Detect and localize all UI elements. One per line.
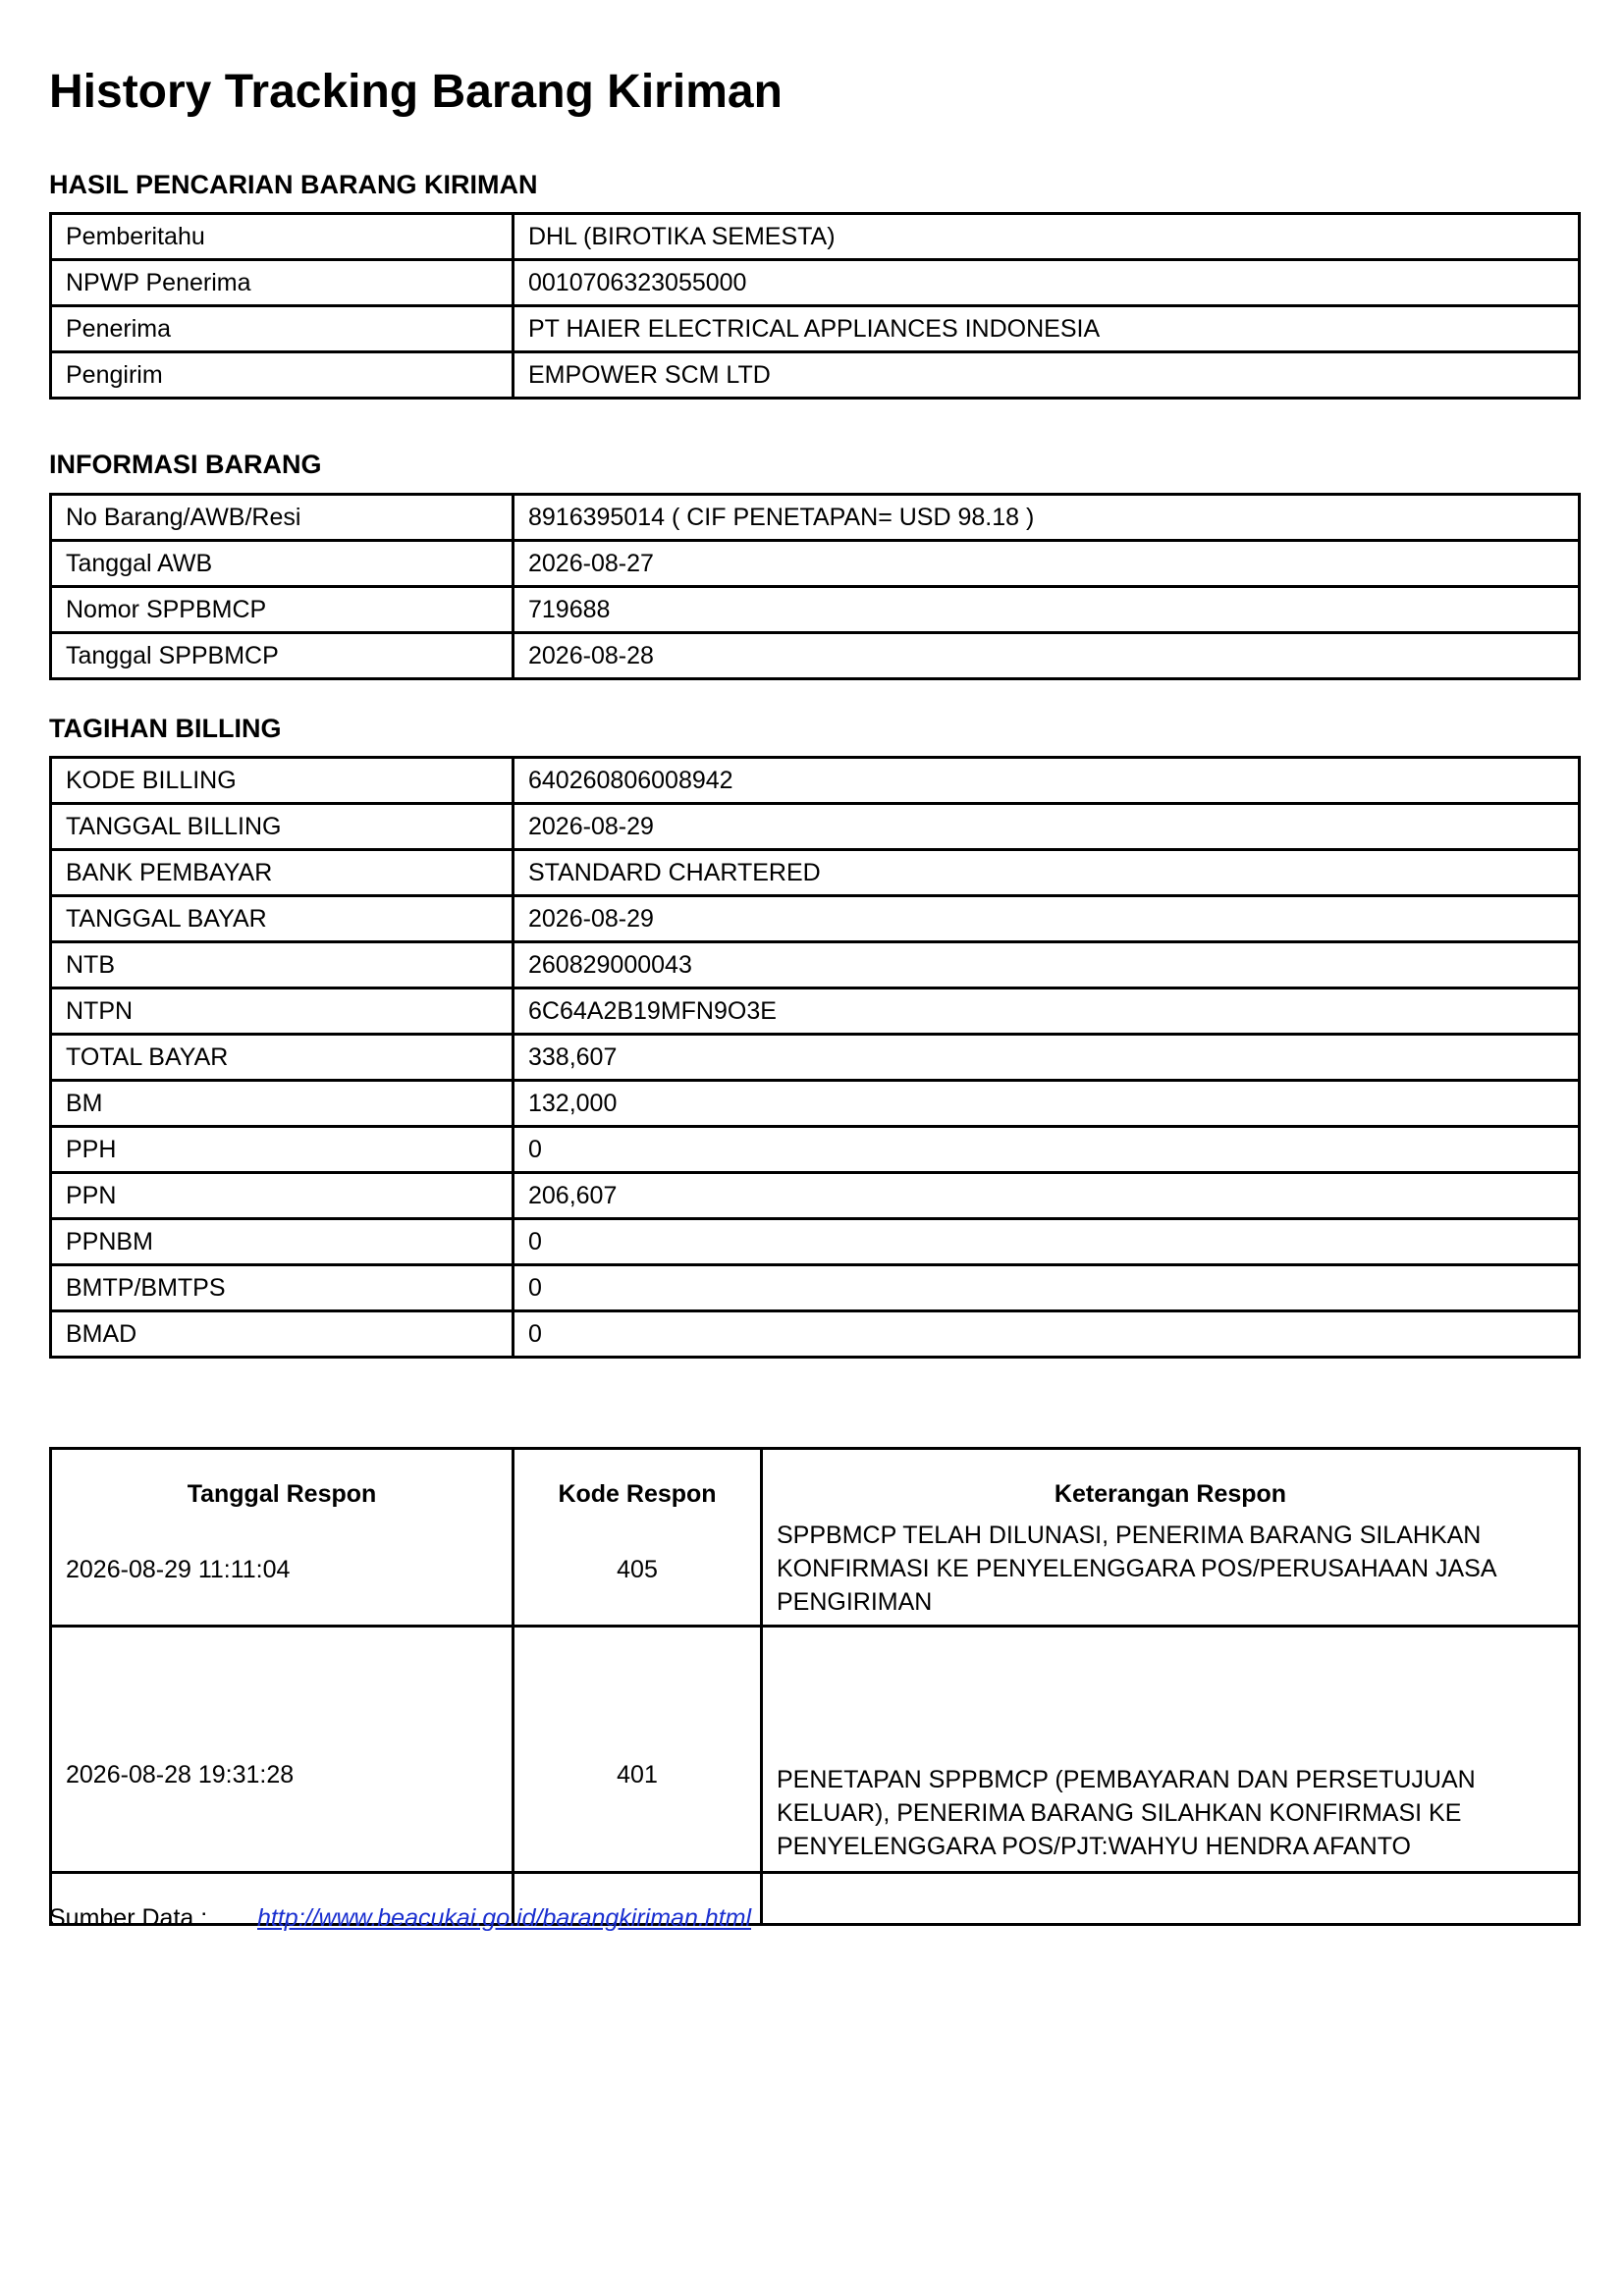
tagihan-value: 206,607 [514,1173,1580,1219]
informasi-label: No Barang/AWB/Resi [51,495,514,541]
tagihan-label: KODE BILLING [51,758,514,804]
respon-tanggal: 2026-08-28 19:31:28 [51,1627,514,1873]
tagihan-label: PPH [51,1127,514,1173]
respon-tanggal: 2026-08-29 11:11:04 [51,1515,514,1627]
tagihan-heading: TAGIHAN BILLING [49,714,282,743]
tagihan-value: 0 [514,1311,1580,1358]
tagihan-label: BMAD [51,1311,514,1358]
tagihan-table [49,756,1581,1359]
tagihan-label: PPNBM [51,1219,514,1265]
table-row [51,1173,1580,1219]
tagihan-value: 132,000 [514,1081,1580,1127]
tagihan-label: BM [51,1081,514,1127]
hasil-label: Pemberitahu [51,214,514,260]
respon-keterangan: SPPBMCP TELAH DILUNASI, PENERIMA BARANG SILAHKAN KONFIRMASI KE PENYELENGGARA POS/PERUSAHAAN JASA PENGIRIMAN [777,1522,1496,1616]
empty-cell [762,1873,1580,1925]
informasi-label: Tanggal AWB [51,541,514,587]
source-link[interactable]: http://www.beacukai.go.id/barangkiriman.html [257,1904,752,1932]
tagihan-value: 6C64A2B19MFN9O3E [514,988,1580,1035]
informasi-heading: INFORMASI BARANG [49,450,322,479]
header-tanggal-respon: Tanggal Respon [51,1449,514,1516]
table-row [51,587,1580,633]
tagihan-label: BMTP/BMTPS [51,1265,514,1311]
table-row [51,495,1580,541]
table-row [51,850,1580,896]
table-row [51,804,1580,850]
page-title: History Tracking Barang Kiriman [49,66,783,118]
tagihan-value: STANDARD CHARTERED [514,850,1580,896]
tagihan-label: BANK PEMBAYAR [51,850,514,896]
source-label: Sumber Data : [49,1904,208,1932]
informasi-value: 2026-08-28 [514,633,1580,679]
hasil-value: DHL (BIROTIKA SEMESTA) [514,214,1580,260]
hasil-table [49,212,1581,400]
tagihan-label: TANGGAL BILLING [51,804,514,850]
header-kode-respon: Kode Respon [514,1449,762,1516]
hasil-label: Penerima [51,306,514,352]
table-row [51,988,1580,1035]
tagihan-value: 0 [514,1127,1580,1173]
hasil-label: NPWP Penerima [51,260,514,306]
hasil-value: PT HAIER ELECTRICAL APPLIANCES INDONESIA [514,306,1580,352]
respon-kode: 405 [514,1515,762,1627]
table-row [51,1627,1580,1873]
respon-kode: 401 [514,1627,762,1873]
tagihan-value: 0 [514,1219,1580,1265]
respon-keterangan-cell [762,1515,1580,1627]
hasil-value: 0010706323055000 [514,260,1580,306]
respon-table [49,1447,1581,1926]
informasi-value: 8916395014 ( CIF PENETAPAN= USD 98.18 ) [514,495,1580,541]
hasil-value: EMPOWER SCM LTD [514,352,1580,399]
table-row [51,758,1580,804]
informasi-label: Tanggal SPPBMCP [51,633,514,679]
informasi-table [49,493,1581,680]
table-row [51,214,1580,260]
table-row [51,1515,1580,1627]
tagihan-value: 2026-08-29 [514,896,1580,942]
tagihan-value: 640260806008942 [514,758,1580,804]
hasil-label: Pengirim [51,352,514,399]
respon-header-row [51,1449,1580,1516]
table-row [51,352,1580,399]
table-row [51,896,1580,942]
informasi-value: 2026-08-27 [514,541,1580,587]
table-row [51,1219,1580,1265]
tagihan-label: TANGGAL BAYAR [51,896,514,942]
table-row [51,306,1580,352]
table-row [51,541,1580,587]
hasil-heading: HASIL PENCARIAN BARANG KIRIMAN [49,170,538,199]
tagihan-label: NTB [51,942,514,988]
table-row [51,1127,1580,1173]
tagihan-value: 338,607 [514,1035,1580,1081]
informasi-value: 719688 [514,587,1580,633]
tagihan-label: NTPN [51,988,514,1035]
header-keterangan-respon: Keterangan Respon [762,1449,1580,1516]
respon-keterangan: PENETAPAN SPPBMCP (PEMBAYARAN DAN PERSETUJUAN KELUAR), PENERIMA BARANG SILAHKAN KONFIRMASI KE PENYELENGGARA POS/PJT:WAHYU HENDRA AFANTO [777,1766,1476,1860]
tagihan-label: PPN [51,1173,514,1219]
tagihan-value: 0 [514,1265,1580,1311]
tagihan-value: 260829000043 [514,942,1580,988]
table-row [51,1265,1580,1311]
table-row [51,260,1580,306]
table-row [51,633,1580,679]
informasi-label: Nomor SPPBMCP [51,587,514,633]
table-row [51,1081,1580,1127]
source-line [49,1904,752,1933]
tagihan-label: TOTAL BAYAR [51,1035,514,1081]
respon-keterangan-cell [762,1627,1580,1873]
table-row [51,1035,1580,1081]
table-row [51,942,1580,988]
tagihan-value: 2026-08-29 [514,804,1580,850]
table-row [51,1311,1580,1358]
